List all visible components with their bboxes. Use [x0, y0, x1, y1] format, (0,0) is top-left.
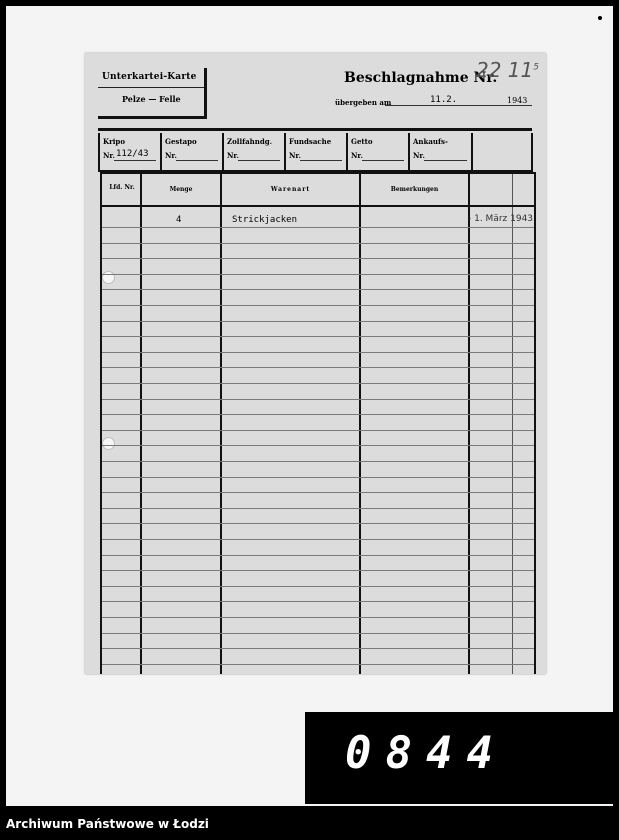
- authority-nr-label: Nr.: [227, 151, 239, 160]
- table-rule: [102, 289, 534, 290]
- table-rule: [102, 399, 534, 400]
- table-rule: [102, 461, 534, 462]
- authority-border: [531, 133, 533, 170]
- column-divider: [220, 174, 222, 674]
- table-rule: [102, 258, 534, 259]
- table-rule: [102, 570, 534, 571]
- authority-gestapo: [160, 133, 222, 172]
- goods-table: [100, 172, 536, 674]
- authority-label: Zollfahndg.: [227, 137, 273, 146]
- authority-nr-line: [300, 160, 342, 161]
- header-warenart: Warenart: [270, 186, 311, 193]
- uebergeben-label: übergeben am: [335, 98, 392, 107]
- authority-fundsache: [284, 133, 346, 172]
- cell-remark-date: - 1. März 1943: [468, 214, 534, 224]
- authority-nr-label: Nr.: [165, 151, 177, 160]
- column-divider: [512, 174, 513, 674]
- uebergeben-year: 1943: [507, 96, 528, 105]
- header-lfd-nr: Lfd. Nr.: [109, 184, 135, 191]
- authority-ankauf: [408, 133, 471, 172]
- table-rule: [102, 555, 534, 556]
- table-rule: [102, 477, 534, 478]
- table-rule: [102, 633, 534, 634]
- table-rule: [102, 492, 534, 493]
- table-rule: [102, 523, 534, 524]
- table-rule: [102, 617, 534, 618]
- column-divider: [140, 174, 142, 674]
- authority-zollfahndung: [222, 133, 284, 172]
- cell-warenart: Strickjacken: [232, 215, 298, 225]
- authority-nr-line: [362, 160, 404, 161]
- uebergeben-date: 11.2.: [430, 95, 458, 105]
- unterkartei-box: [98, 68, 207, 119]
- archive-institution: Archiwum Państwowe w Łodzi: [6, 817, 209, 831]
- unterkartei-title: Unterkartei-Karte: [102, 72, 197, 82]
- uebergeben-line: [385, 105, 532, 106]
- beschlagnahme-label: Beschlagnahme Nr.: [344, 70, 498, 86]
- authority-nr-label: Nr.: [351, 151, 363, 160]
- table-rule: [102, 352, 534, 353]
- column-divider: [468, 174, 470, 674]
- authority-nr-line: [114, 160, 156, 161]
- archive-page-number: 0844: [345, 728, 507, 779]
- table-rule: [102, 336, 534, 337]
- table-rule: [102, 445, 534, 446]
- table-rule: [102, 243, 534, 244]
- table-rule: [102, 383, 534, 384]
- table-rule: [102, 274, 534, 275]
- unterkartei-subtitle: Pelze — Felle: [122, 94, 181, 104]
- beschlagnahme-number: 22 $11^5$: [476, 58, 539, 82]
- header-divider: [102, 205, 534, 207]
- authority-nr-line: [238, 160, 280, 161]
- authority-nr-label: Nr.: [103, 151, 115, 160]
- authority-label: Gestapo: [165, 137, 197, 146]
- table-rule: [102, 305, 534, 306]
- authority-label: Fundsache: [289, 137, 332, 146]
- column-divider: [359, 174, 361, 674]
- table-rule: [102, 414, 534, 415]
- table-rule: [102, 664, 534, 665]
- corner-mark: [598, 16, 602, 20]
- table-rule: [102, 321, 534, 322]
- authority-empty: [471, 133, 533, 172]
- authority-nr-label: Nr.: [289, 151, 301, 160]
- header-menge: Menge: [169, 186, 193, 193]
- authority-label: Kripo: [103, 137, 125, 146]
- table-rule: [102, 367, 534, 368]
- table-rule: [102, 227, 534, 228]
- divider: [98, 87, 204, 88]
- header-bemerkungen: Bemerkungen: [390, 186, 439, 193]
- authority-label: Ankaufs-: [413, 137, 448, 146]
- authority-label: Getto: [351, 137, 373, 146]
- table-rule: [102, 508, 534, 509]
- table-rule: [102, 430, 534, 431]
- table-rule: [102, 601, 534, 602]
- cell-menge: 4: [176, 215, 182, 225]
- authority-nr-line: [176, 160, 218, 161]
- table-rule: [102, 539, 534, 540]
- authority-nr-label: Nr.: [413, 151, 425, 160]
- header-rule: [98, 128, 532, 131]
- authority-kripo: [98, 133, 160, 172]
- table-rule: [102, 586, 534, 587]
- authority-getto: [346, 133, 408, 172]
- beschlagnahme-superscript: 5: [533, 62, 539, 73]
- authority-nr-line: [424, 160, 467, 161]
- table-rule: [102, 648, 534, 649]
- authority-value: 112/43: [116, 149, 149, 159]
